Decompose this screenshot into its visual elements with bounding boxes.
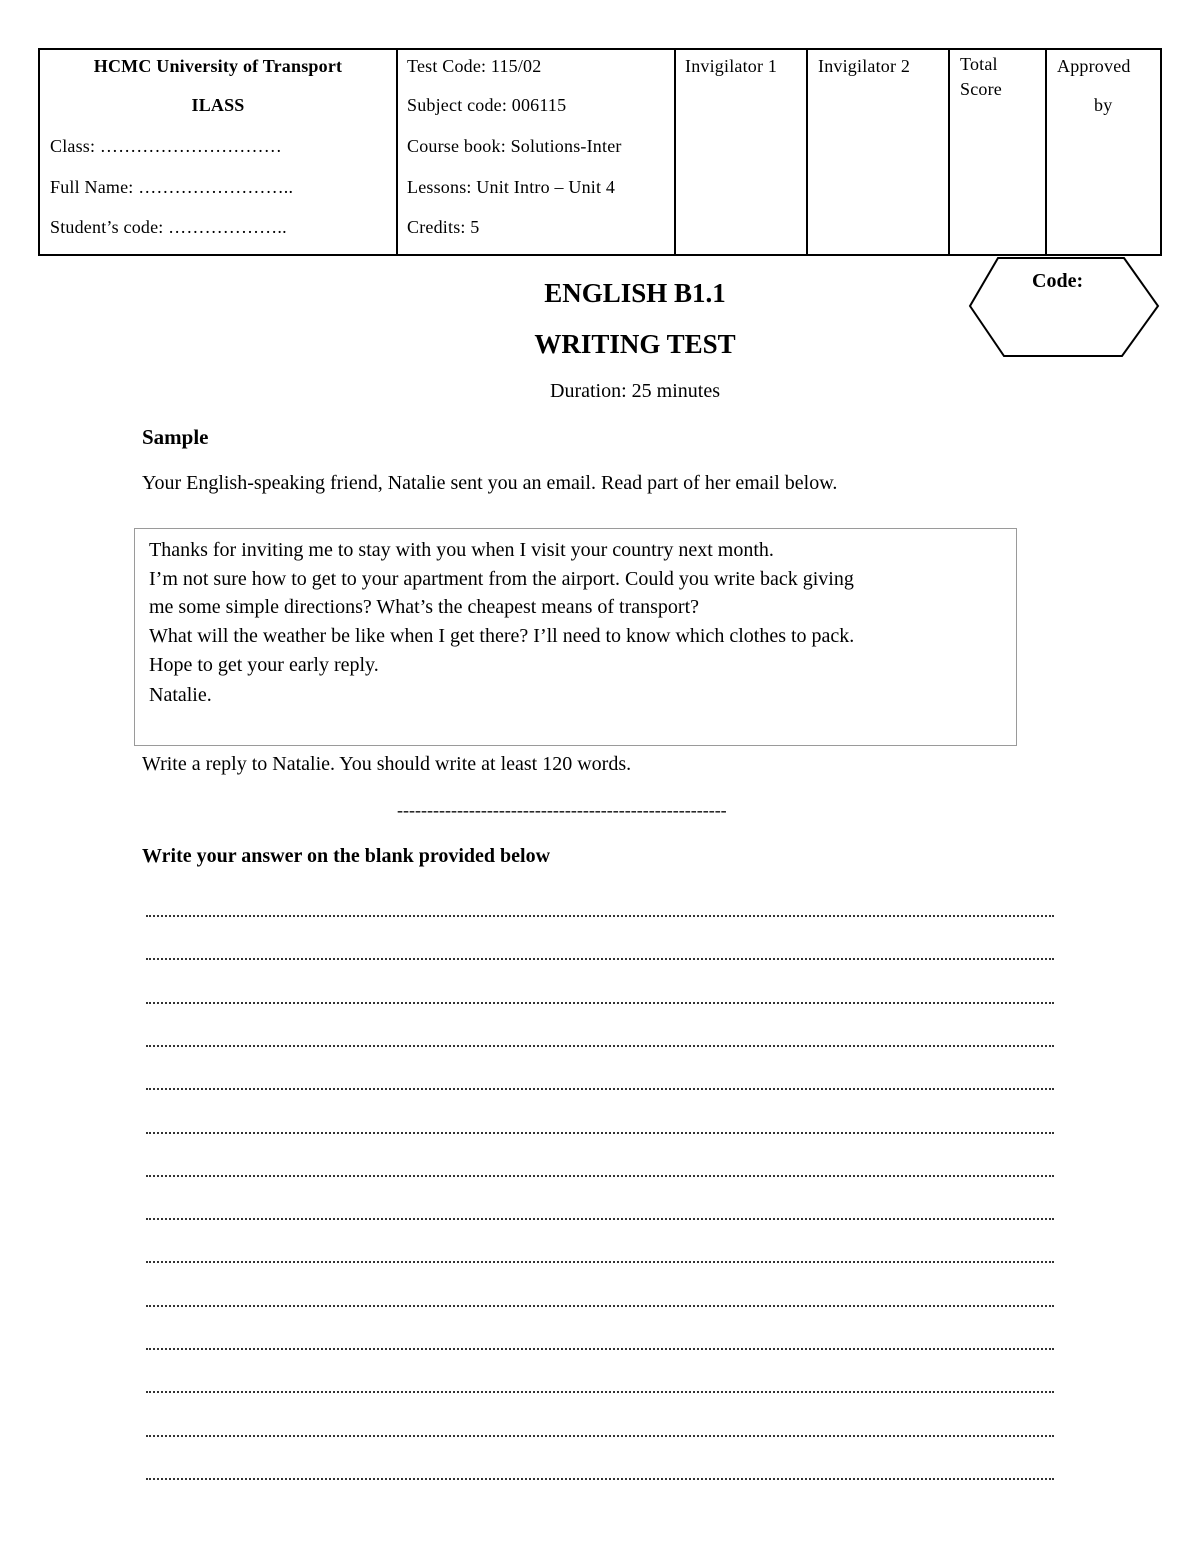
invigilator1-cell[interactable] [675, 49, 807, 255]
approved-label-2: by [1094, 95, 1113, 115]
email-line: me some simple directions? What’s the cheapest means of transport? [149, 596, 700, 618]
class-field[interactable]: Class: ………………………… [50, 136, 282, 156]
answer-line[interactable] [146, 1348, 1054, 1350]
separator: ------------------------------------------------------- [397, 800, 727, 820]
institute-name: ILASS [191, 95, 245, 115]
test-info-cell [397, 49, 675, 255]
invigilator2-cell[interactable] [807, 49, 949, 255]
email-line: I’m not sure how to get to your apartment from the airport. Could you write back giving [149, 568, 854, 590]
email-line: Hope to get your early reply. [149, 654, 379, 676]
task-instruction: Write a reply to Natalie. You should write at least 120 words. [142, 753, 632, 775]
student-code-field[interactable]: Student’s code: ……………….. [50, 217, 287, 237]
header-table [38, 48, 1162, 256]
test-title: WRITING TEST [534, 329, 736, 359]
approved-label-1: Approved [1057, 56, 1131, 76]
answer-line[interactable] [146, 1175, 1054, 1177]
full-name-field[interactable]: Full Name: …………………….. [50, 177, 294, 197]
email-excerpt-box [134, 528, 1017, 746]
course-title: ENGLISH B1.1 [544, 278, 726, 308]
duration: Duration: 25 minutes [550, 380, 720, 402]
subject-code: Subject code: 006115 [407, 95, 567, 115]
email-line: Thanks for inviting me to stay with you when I visit your country next month. [149, 539, 774, 561]
invigilator1-label: Invigilator 1 [685, 56, 778, 76]
credits: Credits: 5 [407, 217, 480, 237]
answer-heading: Write your answer on the blank provided below [142, 845, 551, 867]
answer-line[interactable] [146, 915, 1054, 917]
answer-line[interactable] [146, 1002, 1054, 1004]
answer-line[interactable] [146, 1261, 1054, 1263]
approved-by-cell[interactable] [1046, 49, 1161, 255]
answer-line[interactable] [146, 1391, 1054, 1393]
answer-line[interactable] [146, 1045, 1054, 1047]
school-name: HCMC University of Transport [93, 56, 343, 76]
email-line: What will the weather be like when I get there? I’ll need to know which clothes to pack. [149, 625, 855, 647]
sample-intro: Your English-speaking friend, Natalie sent you an email. Read part of her email below. [142, 472, 838, 494]
answer-line[interactable] [146, 1088, 1054, 1090]
answer-line[interactable] [146, 958, 1054, 960]
answer-line[interactable] [146, 1478, 1054, 1480]
answer-line[interactable] [146, 1305, 1054, 1307]
lessons: Lessons: Unit Intro – Unit 4 [407, 177, 616, 197]
test-code: Test Code: 115/02 [407, 56, 542, 76]
answer-line[interactable] [146, 1435, 1054, 1437]
total-score-label-1: Total [960, 54, 998, 74]
total-score-label-2: Score [960, 79, 1002, 99]
total-score-cell[interactable] [949, 49, 1046, 255]
answer-line[interactable] [146, 1218, 1054, 1220]
sample-heading: Sample [142, 425, 209, 449]
answer-line[interactable] [146, 1132, 1054, 1134]
course-book: Course book: Solutions-Inter [407, 136, 622, 156]
email-signature: Natalie. [149, 684, 212, 706]
code-label: Code: [1032, 270, 1084, 292]
school-info-cell [39, 49, 397, 255]
invigilator2-label: Invigilator 2 [818, 56, 911, 76]
